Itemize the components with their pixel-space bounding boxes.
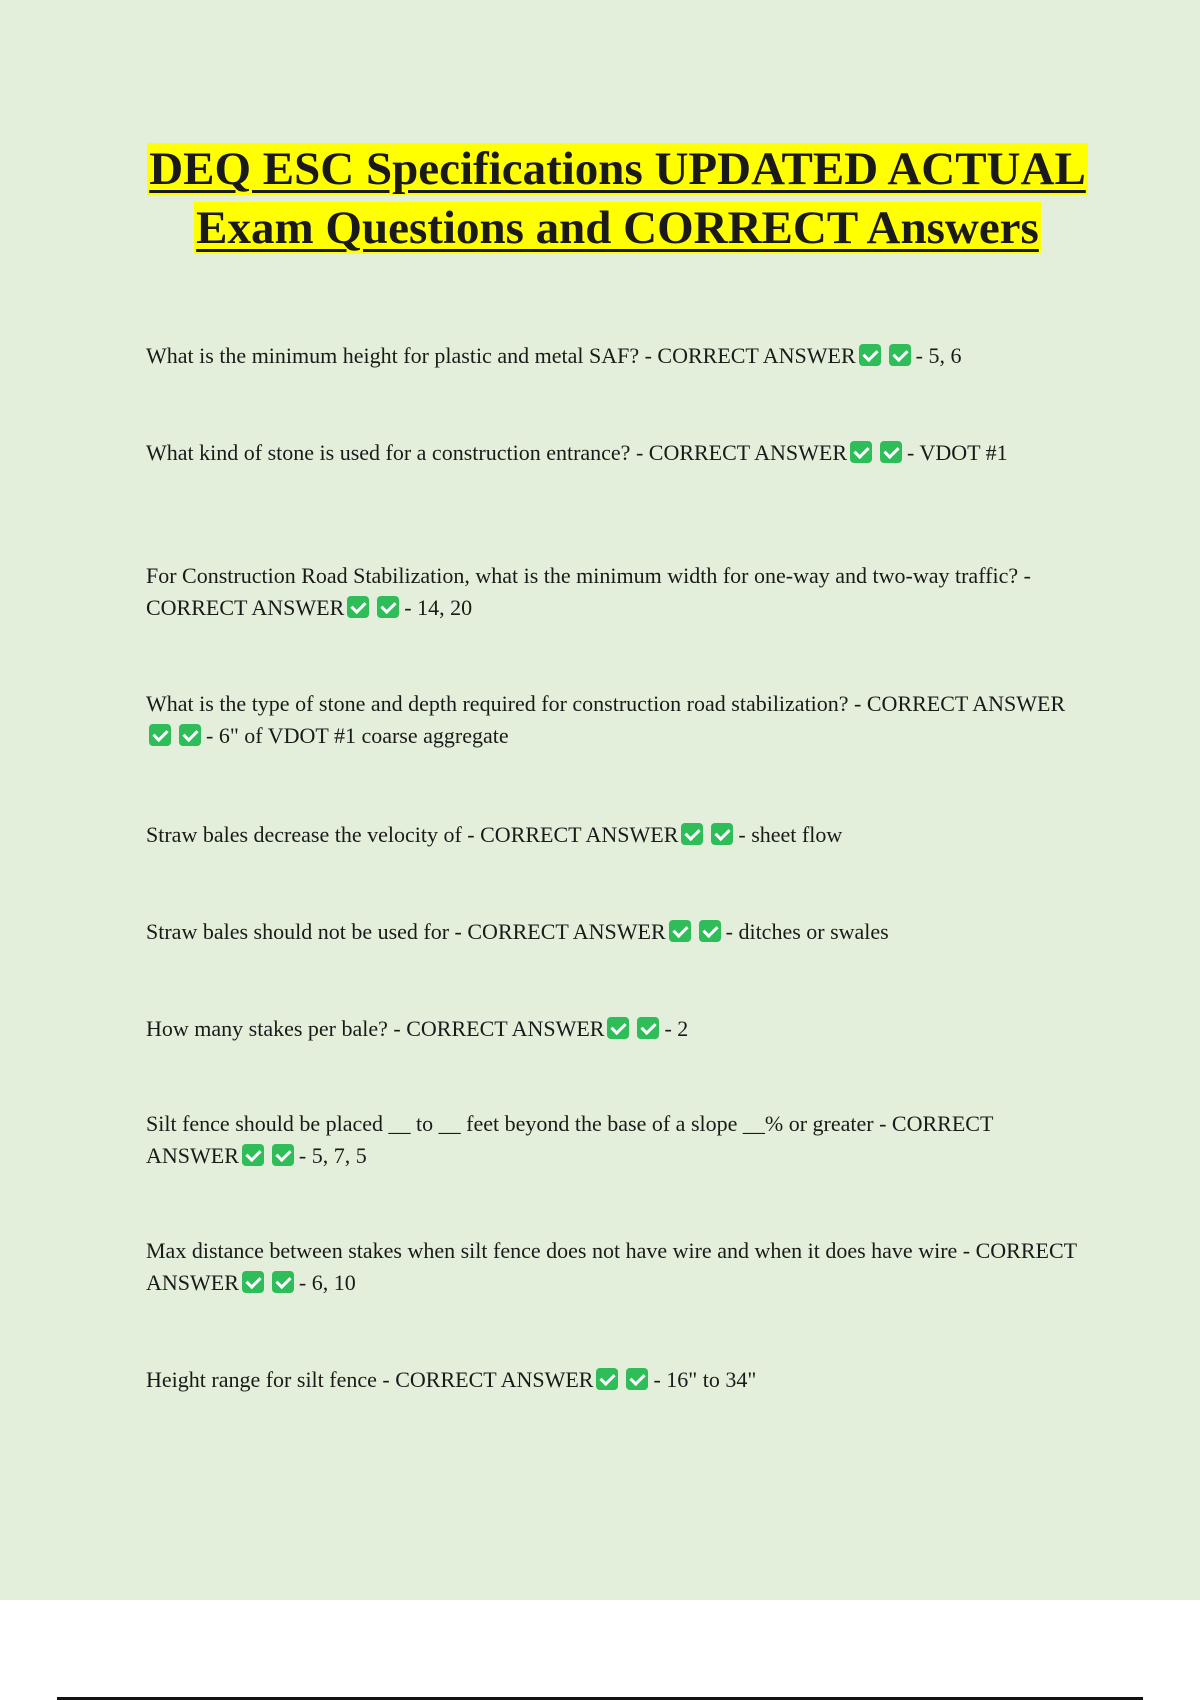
check-mark-icon — [149, 724, 171, 746]
question-text: What is the type of stone and depth required for construction road stabilization? - CORRECT ANSWER — [146, 691, 1066, 716]
qa-item — [146, 437, 1081, 469]
qa-item — [146, 1364, 1081, 1396]
check-mark-icon — [626, 1368, 648, 1390]
answer-text: - 16" to 34" — [653, 1367, 757, 1392]
check-mark-icon — [850, 441, 872, 463]
check-mark-icon — [272, 1271, 294, 1293]
question-text: Silt fence should be placed __ to __ feet beyond the base of a slope __% or greater - CORRECT ANSWER — [146, 1111, 993, 1168]
qa-item — [146, 819, 1081, 851]
check-mark-icon — [179, 724, 201, 746]
qa-item — [146, 1108, 1081, 1172]
check-mark-icon — [242, 1144, 264, 1166]
qa-item — [146, 688, 1081, 752]
qa-item — [146, 916, 1081, 948]
question-text: Max distance between stakes when silt fence does not have wire and when it does have wire - CORRECT ANSWER — [146, 1238, 1077, 1295]
answer-text: - 6, 10 — [298, 1270, 356, 1295]
check-mark-icon — [347, 596, 369, 618]
qa-item — [146, 1013, 1081, 1045]
check-mark-icon — [607, 1017, 629, 1039]
question-text: How many stakes per bale? - CORRECT ANSWER — [146, 1016, 605, 1041]
question-text: For Construction Road Stabilization, what is the minimum width for one-way and two-way traffic? - CORRECT ANSWER — [146, 563, 1031, 620]
document-title-text: DEQ ESC Specifications UPDATED ACTUAL Exam Questions and CORRECT Answers — [149, 143, 1086, 254]
qa-item — [146, 340, 1081, 372]
question-text: Height range for silt fence - CORRECT ANSWER — [146, 1367, 594, 1392]
check-mark-icon — [669, 920, 691, 942]
answer-text: - 2 — [664, 1016, 689, 1041]
qa-item — [146, 560, 1081, 624]
question-text: Straw bales should not be used for - CORRECT ANSWER — [146, 919, 666, 944]
question-text: Straw bales decrease the velocity of - CORRECT ANSWER — [146, 822, 679, 847]
question-text: What is the minimum height for plastic and metal SAF? - CORRECT ANSWER — [146, 343, 856, 368]
question-text: What kind of stone is used for a construction entrance? - CORRECT ANSWER — [146, 440, 848, 465]
check-mark-icon — [272, 1144, 294, 1166]
answer-text: - VDOT #1 — [907, 440, 1008, 465]
answer-text: - ditches or swales — [725, 919, 889, 944]
answer-text: - 5, 7, 5 — [298, 1143, 367, 1168]
check-mark-icon — [681, 823, 703, 845]
answer-text: - 14, 20 — [404, 595, 473, 620]
check-mark-icon — [889, 344, 911, 366]
qa-item — [146, 1235, 1081, 1299]
check-mark-icon — [377, 596, 399, 618]
check-mark-icon — [880, 441, 902, 463]
answer-text: - sheet flow — [738, 822, 843, 847]
answer-text: - 5, 6 — [915, 343, 962, 368]
answer-text: - 6" of VDOT #1 coarse aggregate — [206, 723, 509, 748]
check-mark-icon — [242, 1271, 264, 1293]
check-mark-icon — [711, 823, 733, 845]
check-mark-icon — [859, 344, 881, 366]
check-mark-icon — [699, 920, 721, 942]
check-mark-icon — [637, 1017, 659, 1039]
document-title — [120, 140, 1115, 258]
check-mark-icon — [596, 1368, 618, 1390]
